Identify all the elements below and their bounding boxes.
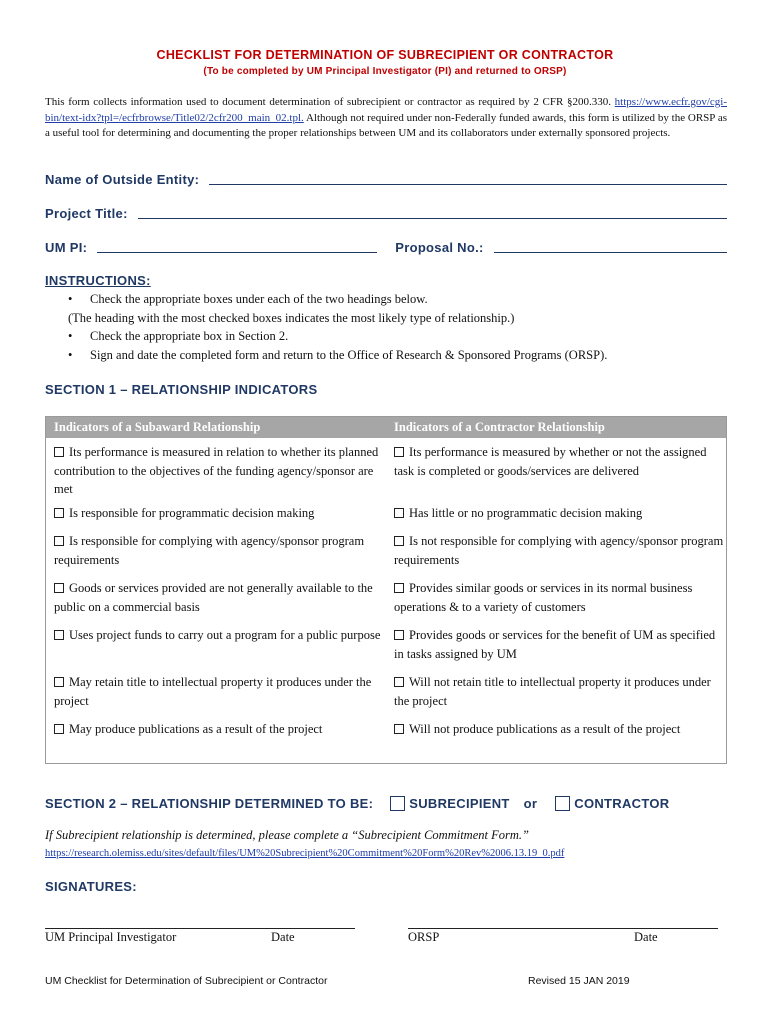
table-row <box>46 502 726 530</box>
orsp-date-label: Date <box>634 930 658 944</box>
or-text: or <box>523 796 538 811</box>
contractor-indicator-text: Provides similar goods or services in its normal business operations & to a variety of customers <box>394 581 693 614</box>
bullet-icon: • <box>68 329 73 343</box>
proposal-no-label: Proposal No.: <box>395 240 484 255</box>
table-row <box>46 718 726 756</box>
subaward-indicator-checkbox[interactable] <box>54 508 64 518</box>
contractor-indicator-text: Is not responsible for complying with agency/sponsor program requirements <box>394 534 724 567</box>
contractor-indicator-text: Will not retain title to intellectual property it produces under the project <box>394 675 711 708</box>
bullet-icon: • <box>68 347 73 362</box>
contractor-indicator-checkbox[interactable] <box>394 508 404 518</box>
footer-revision: Revised 15 JAN 2019 <box>528 975 630 987</box>
contractor-indicator-cell <box>386 626 726 671</box>
instructions-heading: INSTRUCTIONS: <box>45 273 151 288</box>
pi-date-label: Date <box>271 930 295 944</box>
section1-heading: SECTION 1 – RELATIONSHIP INDICATORS <box>45 382 318 397</box>
contractor-indicator-checkbox[interactable] <box>394 447 404 457</box>
subaward-indicator-text: May produce publications as a result of the project <box>69 722 323 736</box>
subaward-indicator-checkbox[interactable] <box>54 630 64 640</box>
intro-text-end: Although not required under non-Federally funded awards, this form is utilized by the ORSP as a useful tool for determining and documenting the proper relationships between UM and its collaborators under externally sponsored projects. <box>45 111 727 139</box>
table-body <box>46 438 726 756</box>
contractor-indicator-text: Has little or no programmatic decision making <box>409 506 643 520</box>
contractor-column-header: Indicators of a Contractor Relationship <box>394 420 605 434</box>
contractor-indicator-cell <box>386 504 726 530</box>
form-title: CHECKLIST FOR DETERMINATION OF SUBRECIPIENT OR CONTRACTOR <box>156 48 614 62</box>
contractor-indicator-cell <box>386 443 726 502</box>
outside-entity-label: Name of Outside Entity: <box>45 172 200 187</box>
pi-signature-label: UM Principal Investigator <box>45 930 177 944</box>
contractor-indicator-cell <box>386 532 726 577</box>
subaward-indicator-text: May retain title to intellectual property it produces under the project <box>54 675 372 708</box>
subaward-indicator-cell <box>46 579 386 624</box>
ecfr-link[interactable]: https://www.ecfr.gov/cgi-bin/text-idx?tpl=/ecfrbrowse/Title02/2cfr200_main_02.tpl. <box>45 96 727 124</box>
signatures-heading: SIGNATURES: <box>45 879 137 894</box>
um-pi-field[interactable] <box>97 241 377 253</box>
orsp-signature-line[interactable] <box>408 928 718 929</box>
instruction-item-note: (The heading with the most checked boxes indicates the most likely type of relationship.) <box>68 310 515 325</box>
contractor-indicator-checkbox[interactable] <box>394 677 404 687</box>
subaward-indicator-text: Uses project funds to carry out a program for a public purpose <box>69 628 381 642</box>
contractor-label: CONTRACTOR <box>574 796 670 811</box>
subaward-indicator-cell <box>46 443 386 502</box>
pi-proposal-row <box>45 240 727 255</box>
footer-title: UM Checklist for Determination of Subrecipient or Contractor <box>45 975 328 987</box>
subaward-indicator-cell <box>46 504 386 530</box>
contractor-indicator-cell <box>386 673 726 718</box>
indicators-table <box>45 416 727 764</box>
subaward-indicator-cell <box>46 532 386 577</box>
table-row <box>46 624 726 671</box>
instruction-item: • Check the appropriate boxes under each of the two headings below. <box>68 290 728 309</box>
subaward-indicator-cell <box>46 673 386 718</box>
table-header <box>46 417 726 438</box>
contractor-checkbox[interactable] <box>555 796 570 811</box>
subaward-indicator-text: Its performance is measured in relation to whether its planned contribution to the objectives of the funding agency/sponsor are met <box>54 445 379 496</box>
pi-signature-line[interactable] <box>45 928 355 929</box>
subaward-indicator-checkbox[interactable] <box>54 724 64 734</box>
subaward-indicator-cell <box>46 720 386 756</box>
instruction-item: • Check the appropriate box in Section 2. <box>68 327 728 346</box>
outside-entity-row <box>45 172 727 187</box>
section2-heading: SECTION 2 – RELATIONSHIP DETERMINED TO BE: <box>45 796 374 811</box>
table-row <box>46 530 726 577</box>
subaward-indicator-text: Is responsible for complying with agency/sponsor program requirements <box>54 534 365 567</box>
section2-row <box>45 796 669 811</box>
project-title-label: Project Title: <box>45 206 128 221</box>
commitment-form-link[interactable]: https://research.olemiss.edu/sites/default/files/UM%20Subrecipient%20Commitment%20Form%20Rev%2006.13.19_0.pdf <box>45 848 565 859</box>
subaward-indicator-checkbox[interactable] <box>54 677 64 687</box>
subrecipient-label: SUBRECIPIENT <box>409 796 510 811</box>
proposal-no-field[interactable] <box>494 241 727 253</box>
contractor-indicator-text: Its performance is measured by whether or not the assigned task is completed or goods/services are delivered <box>394 445 707 478</box>
project-title-field[interactable] <box>138 207 727 219</box>
intro-text-start: This form collects information used to document determination of subrecipient or contractor as required by 2 CFR §200.330. <box>45 96 611 108</box>
subaward-indicator-text: Goods or services provided are not generally available to the public on a commercial basis <box>54 581 373 614</box>
subaward-indicator-checkbox[interactable] <box>54 447 64 457</box>
subaward-indicator-text: Is responsible for programmatic decision making <box>69 506 315 520</box>
subaward-indicator-checkbox[interactable] <box>54 536 64 546</box>
intro-paragraph <box>45 95 727 142</box>
subrecipient-checkbox[interactable] <box>390 796 405 811</box>
bullet-icon: • <box>68 292 73 306</box>
project-title-row <box>45 206 727 221</box>
contractor-indicator-checkbox[interactable] <box>394 536 404 546</box>
subaward-column-header: Indicators of a Subaward Relationship <box>54 420 261 434</box>
um-pi-label: UM PI: <box>45 240 88 255</box>
instructions-list <box>68 290 728 364</box>
contractor-indicator-text: Will not produce publications as a result of the project <box>409 722 681 736</box>
outside-entity-field[interactable] <box>209 173 727 185</box>
contractor-indicator-checkbox[interactable] <box>394 630 404 640</box>
subrecipient-note: If Subrecipient relationship is determined, please complete a “Subrecipient Commitment Form.” <box>45 828 529 842</box>
contractor-indicator-checkbox[interactable] <box>394 583 404 593</box>
table-row <box>46 577 726 624</box>
subaward-indicator-cell <box>46 626 386 671</box>
contractor-indicator-cell <box>386 579 726 624</box>
orsp-signature-label: ORSP <box>408 930 440 944</box>
contractor-indicator-checkbox[interactable] <box>394 724 404 734</box>
form-subtitle: (To be completed by UM Principal Investigator (PI) and returned to ORSP) <box>203 66 567 77</box>
subaward-indicator-checkbox[interactable] <box>54 583 64 593</box>
table-row <box>46 671 726 718</box>
contractor-indicator-cell <box>386 720 726 756</box>
contractor-indicator-text: Provides goods or services for the benefit of UM as specified in tasks assigned by UM <box>394 628 716 661</box>
instruction-item: • Sign and date the completed form and return to the Office of Research & Sponsored Programs (ORSP). <box>68 346 728 365</box>
table-row <box>46 438 726 502</box>
